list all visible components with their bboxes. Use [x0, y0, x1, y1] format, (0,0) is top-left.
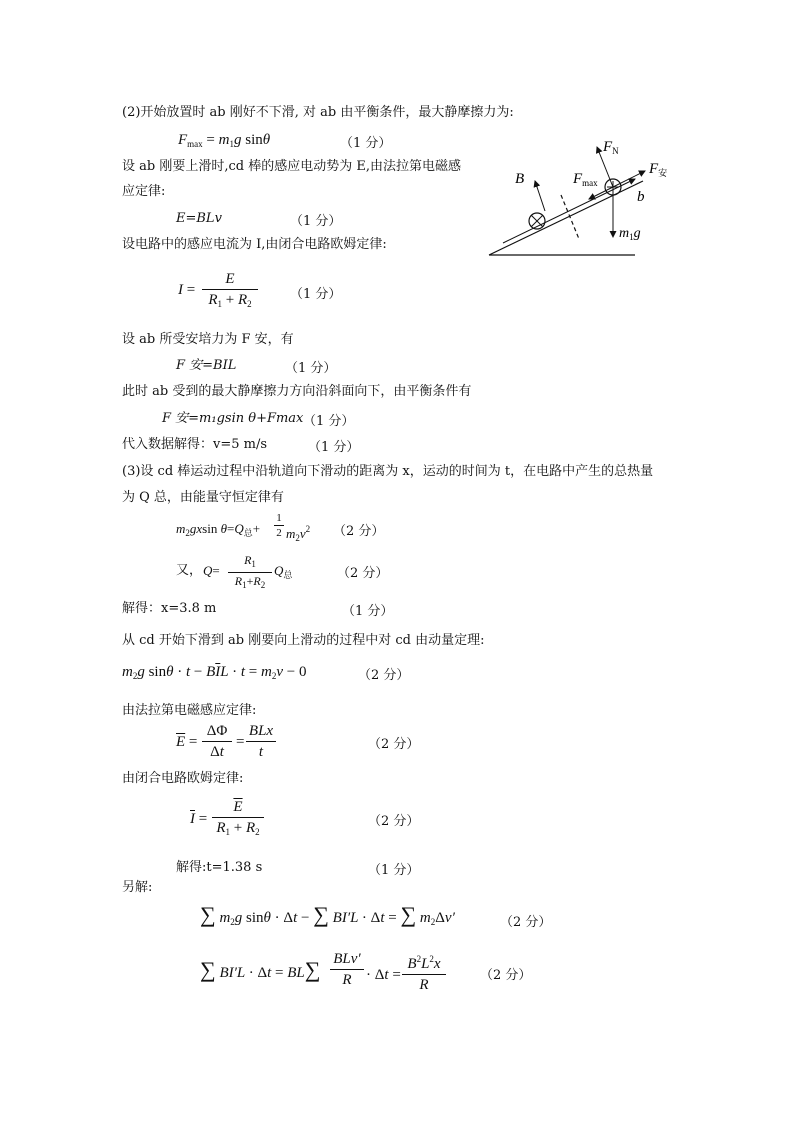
- score: （1 分）: [285, 361, 337, 376]
- eq-alt1: ∑ $m_2g$ sinθ · Δt − ∑ BI′L · Δt = ∑ $m_2\Delta v'$: [200, 902, 455, 927]
- score: （2 分）: [358, 668, 410, 683]
- eq-avg-emf-frac1: ΔΦ Δt: [202, 722, 232, 761]
- incline-rail-inner: [503, 179, 635, 243]
- dashed-boundary: [561, 195, 579, 239]
- score: （2 分）: [337, 566, 389, 581]
- label-fn: $F_N$: [603, 139, 619, 156]
- ampere-force-arrow: [613, 171, 645, 187]
- eq-avg-emf-frac2: BLx t: [246, 722, 276, 761]
- score: （2 分）: [500, 915, 552, 930]
- label-b: B: [515, 171, 525, 187]
- eq-heat-q: Q=: [203, 563, 220, 578]
- label-m1g: $m_1g$: [619, 226, 641, 242]
- p2-line3: 应定律:: [122, 184, 166, 199]
- eq-balance: F 安=m₁gsin θ+Fmax: [162, 411, 304, 426]
- score: （1 分）: [368, 863, 420, 878]
- score: （1 分）: [308, 440, 360, 455]
- eq-heat-qtotal: $Q_总$: [274, 563, 293, 580]
- score: （1 分）: [303, 414, 355, 429]
- p3-line5: 由闭合电路欧姆定律:: [122, 771, 244, 786]
- eq-current-frac: E $R_1 + R_2$: [202, 270, 258, 313]
- eq-alt2-frac2: $B^2L^2x$ R: [402, 950, 446, 994]
- label-f-an: $F_安$: [649, 161, 668, 178]
- score: （1 分）: [290, 214, 342, 229]
- p2-line2: 设 ab 刚要上滑时,cd 棒的感应电动势为 E,由法拉第电磁感: [122, 159, 461, 174]
- eq-alt2-frac1: BLv′ R: [330, 950, 364, 989]
- eq-energy-tail: $m_2v^2$: [286, 524, 311, 543]
- eq-alt2-mid: · Δt =: [366, 967, 401, 983]
- score: （1 分）: [290, 287, 342, 302]
- score: （2 分）: [333, 524, 385, 539]
- eq-avg-emf-eq: =: [236, 734, 245, 750]
- p2-line5: 设 ab 所受安培力为 F 安，有: [122, 332, 294, 347]
- eq-avg-current-lhs: $\overline{I}$ =: [190, 811, 208, 827]
- p3-alt: 另解:: [122, 880, 153, 895]
- label-fmax: $F_{max}$: [573, 171, 598, 188]
- p3-line3: 从 cd 开始下滑到 ab 刚要向上滑动的过程中对 cd 由动量定理:: [122, 633, 485, 648]
- b-field-arrow: [535, 181, 545, 211]
- score: （2 分）: [368, 737, 420, 752]
- p3-solve2: 解得:t=1.38 s: [176, 860, 263, 875]
- eq-energy: $m_2gxsin$ $\theta=Q_总+$: [176, 521, 261, 538]
- p2-line6: 此时 ab 受到的最大静摩擦力方向沿斜面向下，由平衡条件有: [122, 384, 472, 399]
- p3-solve1: 解得：x=3.8 m: [122, 601, 217, 616]
- score: （1 分）: [342, 604, 394, 619]
- eq-energy-half: 1 2: [274, 512, 284, 539]
- eq-fmax: $F_{max} = m_1g$ sinθ: [178, 132, 271, 149]
- p3-line4: 由法拉第电磁感应定律:: [122, 703, 257, 718]
- p3-line1: (3)设 cd 棒运动过程中沿轨道向下滑动的距离为 x，运动的时间为 t，在电路中产生的总热量: [122, 464, 654, 479]
- eq-heat-frac: $R_1$ $R_1+R_2$: [228, 553, 272, 592]
- eq-momentum: $m_2g$ $\sin\theta \cdot t - B\overline{I}L \cdot t = m_2v - 0$: [122, 664, 307, 681]
- label-b-rod: b: [637, 189, 645, 205]
- eq-ampere: F 安=BIL: [176, 358, 237, 373]
- p3-line2: 为 Q 总，由能量守恒定律有: [122, 490, 284, 505]
- eq-alt2-lhs: ∑ BI′L · Δt = BL∑: [200, 957, 321, 982]
- eq-avg-emf-lhs: $\overline{E}$ =: [176, 734, 198, 750]
- eq-current-lhs: I =: [178, 282, 196, 298]
- score: （2 分）: [368, 814, 420, 829]
- p2-line7: 代入数据解得：v=5 m/s: [122, 437, 268, 452]
- score: （2 分）: [480, 968, 532, 983]
- score: （1 分）: [340, 136, 392, 151]
- p2-line4: 设电路中的感应电流为 I,由闭合电路欧姆定律:: [122, 237, 387, 252]
- eq-avg-current-frac: $\overline{E}$ $R_1 + R_2$: [212, 798, 264, 841]
- incline-diagram: [485, 135, 685, 265]
- p2-intro: (2)开始放置时 ab 刚好不下滑, 对 ab 由平衡条件，最大静摩擦力为:: [122, 105, 514, 120]
- eq-emf: E=BLv: [176, 211, 222, 226]
- eq-heat-prefix: 又，: [176, 563, 203, 578]
